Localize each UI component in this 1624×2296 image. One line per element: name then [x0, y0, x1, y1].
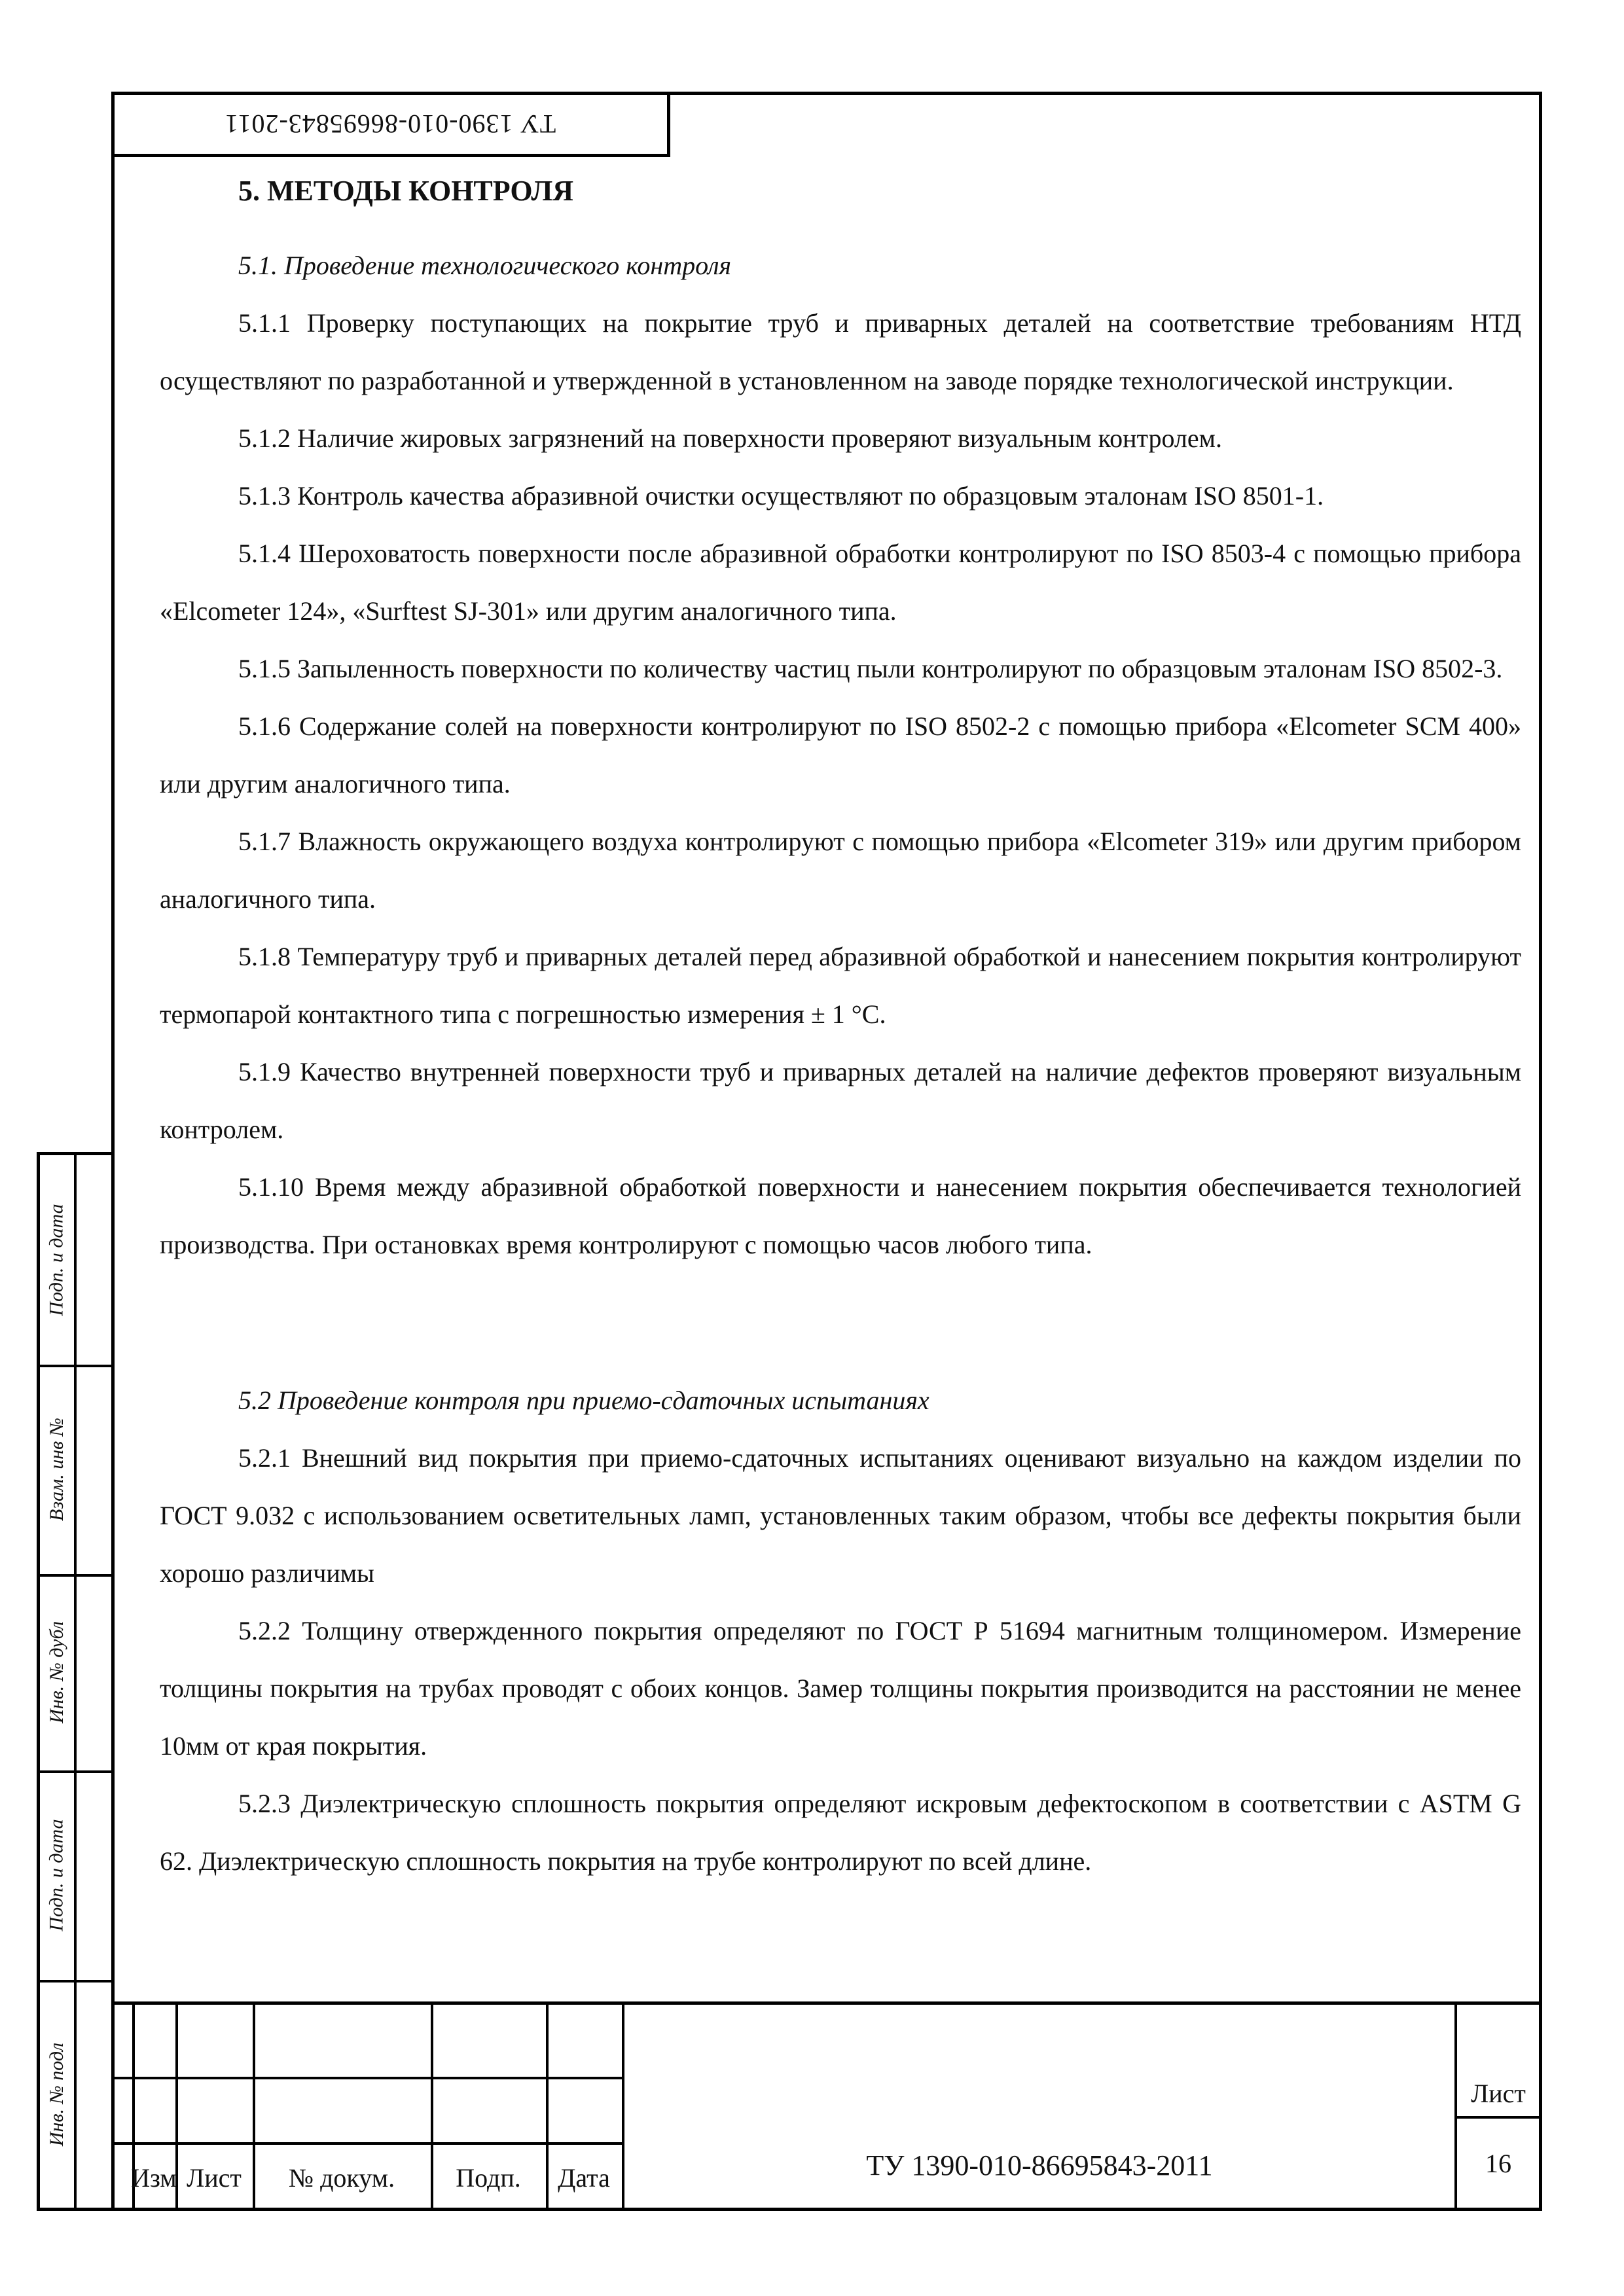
- subsection-title: 5.2 Проведение контроля при приемо-сдаточных испытаниях: [238, 1386, 929, 1415]
- title-block: [114, 2001, 1540, 2208]
- paragraph: 5.1.4 Шероховатость поверхности после абразивной обработки контролируют по ISO 8503-4 с помощью прибора «Elcometer 124», «Surftest SJ-301» или другим аналогичного типа.: [160, 539, 1521, 626]
- title-block-line: [114, 2077, 622, 2079]
- document-body: [160, 162, 1521, 1890]
- paragraph: 5.1.8 Температуру труб и приварных деталей перед абразивной обработкой и нанесением покрытия контролируют термопарой контактного типа с погрешностью измерения ± 1 °С.: [160, 942, 1521, 1029]
- paragraph: 5.1.1 Проверку поступающих на покрытие труб и приварных деталей на соответствие требованиям НТД осуществляют по разработанной и утвержденной в установленном на заводе порядке технологической инструкции.: [160, 308, 1521, 395]
- paragraph: 5.2.1 Внешний вид покрытия при приемо-сдаточных испытаниях оценивают визуально на каждом изделии по ГОСТ 9.032 с использованием осветительных ламп, установленных таким образом, чтобы все дефекты покрытия были хорошо различимы: [160, 1443, 1521, 1588]
- col-label-date: Дата: [558, 2162, 610, 2193]
- paragraph: 5.2.2 Толщину отвержденного покрытия определяют по ГОСТ Р 51694 магнитным толщиномером. Измерение толщины покрытия на трубах проводят с обоих концов. Замер толщины покрытия производится на расстоянии не менее 10мм от края покрытия.: [160, 1616, 1521, 1761]
- paragraph: 5.2.3 Диэлектрическую сплошность покрытия определяют искровым дефектоскопом в соответствии с ASTM G 62. Диэлектрическую сплошность покрытия на трубе контролируют по всей длине.: [160, 1789, 1521, 1876]
- spacer: [160, 1274, 1521, 1372]
- paragraph: 5.1.5 Запыленность поверхности по количеству частиц пыли контролируют по образцовым эталонам ISO 8502-3.: [238, 654, 1503, 683]
- col-label-list: Лист: [187, 2162, 242, 2193]
- paragraph: 5.1.7 Влажность окружающего воздуха контролируют с помощью прибора «Elcometer 319» или другим прибором аналогичного типа.: [160, 827, 1521, 914]
- header-stamp-text: ТУ 1390-010-86695843-2011: [225, 109, 556, 139]
- section-heading: 5. МЕТОДЫ КОНТРОЛЯ: [238, 175, 573, 207]
- strip-label: Взам. инв №: [46, 1418, 67, 1521]
- col-label-sign: Подп.: [456, 2162, 521, 2193]
- col-label-doc: № докум.: [288, 2162, 395, 2193]
- strip-label: Инв. № подл: [46, 2042, 67, 2147]
- paragraph: 5.1.9 Качество внутренней поверхности труб и приварных деталей на наличие дефектов проверяют визуальным контролем.: [160, 1057, 1521, 1144]
- paragraph: 5.1.2 Наличие жировых загрязнений на поверхности проверяют визуальным контролем.: [238, 423, 1222, 453]
- margin-strip: [37, 1152, 114, 2211]
- paragraph: 5.1.10 Время между абразивной обработкой поверхности и нанесением покрытия обеспечивается технологией производства. При остановках время контролируют с помощью часов любого типа.: [160, 1172, 1521, 1259]
- header-stamp: [114, 94, 670, 157]
- sheet-number: 16: [1485, 2148, 1511, 2178]
- document-number: ТУ 1390-010-86695843-2011: [866, 2149, 1213, 2181]
- sheet-label: Лист: [1471, 2078, 1526, 2108]
- col-label-izm: Изм: [131, 2162, 177, 2193]
- strip-label: Подп. и дата: [46, 1204, 67, 1316]
- strip-divider: [74, 1155, 77, 2208]
- strip-label: Инв. № дубл: [46, 1621, 67, 1723]
- subsection-title: 5.1. Проведение технологического контроля: [238, 251, 732, 280]
- paragraph: 5.1.3 Контроль качества абразивной очистки осуществляют по образцовым эталонам ISO 8501-1.: [238, 481, 1324, 511]
- strip-label: Подп. и дата: [46, 1819, 67, 1931]
- paragraph: 5.1.6 Содержание солей на поверхности контролируют по ISO 8502-2 с помощью прибора «Elcometer SCM 400» или другим аналогичного типа.: [160, 711, 1521, 798]
